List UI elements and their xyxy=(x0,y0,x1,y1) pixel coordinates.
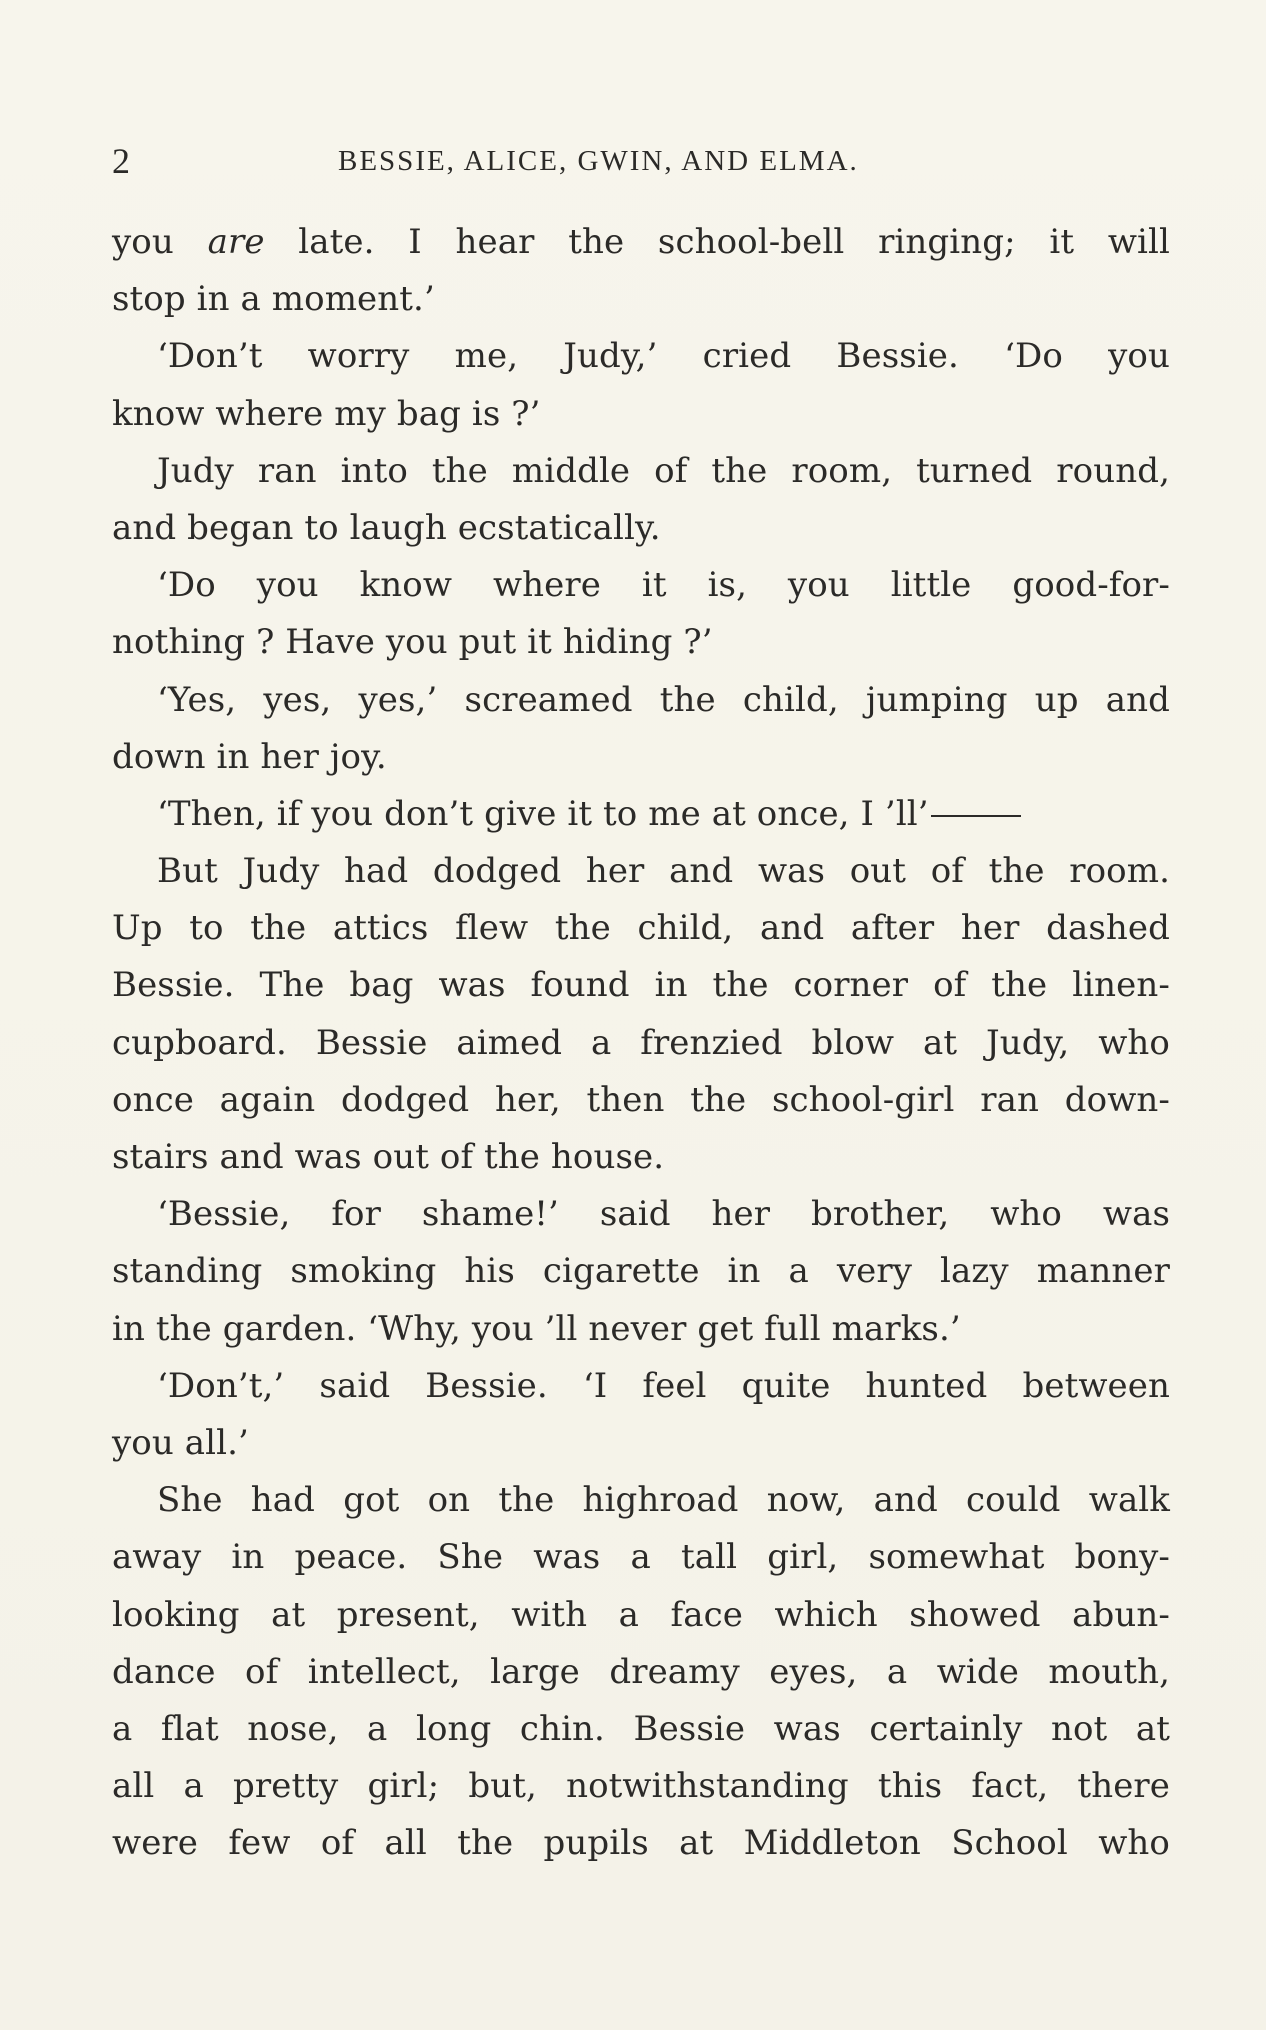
text-line: cupboard. Bessie aimed a frenzied blow at Judy, who xyxy=(112,1022,1170,1063)
text-line: Judy ran into the middle of the room, turned round, xyxy=(157,450,1170,491)
text-line: standing smoking his cigarette in a very lazy manner xyxy=(112,1251,1170,1292)
em-dash-rule xyxy=(931,815,1021,817)
text-line: But Judy had dodged her and was out of the room. xyxy=(157,851,1170,892)
page-header xyxy=(112,136,1168,186)
text-line: ‘Don’t worry me, Judy,’ cried Bessie. ‘Do you xyxy=(157,336,1170,377)
text-line: in the garden. ‘Why, you ’ll never get full marks.’ xyxy=(112,1308,961,1349)
text-line: and began to laugh ecstatically. xyxy=(112,507,661,548)
text-line: Bessie. The bag was found in the corner of the linen- xyxy=(112,965,1170,1006)
text-line: stop in a moment.’ xyxy=(112,279,435,320)
text-line: once again dodged her, then the school-girl ran down- xyxy=(112,1079,1170,1120)
text-line: all a pretty girl; but, notwithstanding this fact, there xyxy=(112,1766,1170,1807)
italic-word: are xyxy=(207,222,265,262)
text-line: nothing ? Have you put it hiding ?’ xyxy=(112,622,713,663)
body-text xyxy=(112,214,1170,1872)
running-head: BESSIE, ALICE, GWIN, AND ELMA. xyxy=(338,145,859,177)
text-line: were few of all the pupils at Middleton School who xyxy=(112,1823,1170,1864)
text-line: you all.’ xyxy=(112,1422,249,1463)
text-line: ‘Do you know where it is, you little good-for- xyxy=(157,565,1170,606)
text-line: down in her joy. xyxy=(112,736,387,777)
text-line: She had got on the highroad now, and could walk xyxy=(157,1480,1170,1521)
text-line: ‘Then, if you don’t give it to me at once, I ’ll’ xyxy=(112,786,1170,843)
text-line: you are late. I hear the school-bell ringing; it will xyxy=(112,222,1170,262)
text-line: know where my bag is ?’ xyxy=(112,393,541,434)
text-line: stairs and was out of the house. xyxy=(112,1137,665,1177)
text-line: a flat nose, a long chin. Bessie was certainly not at xyxy=(112,1708,1170,1749)
text-line: looking at present, with a face which showed abun- xyxy=(112,1594,1170,1635)
text-line: ‘Bessie, for shame!’ said her brother, who was xyxy=(157,1194,1170,1235)
text-line: ‘Don’t,’ said Bessie. ‘I feel quite hunted between xyxy=(157,1365,1170,1406)
page-number: 2 xyxy=(112,141,130,181)
text-line: away in peace. She was a tall girl, somewhat bony- xyxy=(112,1537,1170,1578)
text-line: ‘Yes, yes, yes,’ screamed the child, jumping up and xyxy=(157,679,1170,720)
text-line: Up to the attics flew the child, and after her dashed xyxy=(112,908,1170,949)
text-line: dance of intellect, large dreamy eyes, a wide mouth, xyxy=(112,1651,1170,1692)
